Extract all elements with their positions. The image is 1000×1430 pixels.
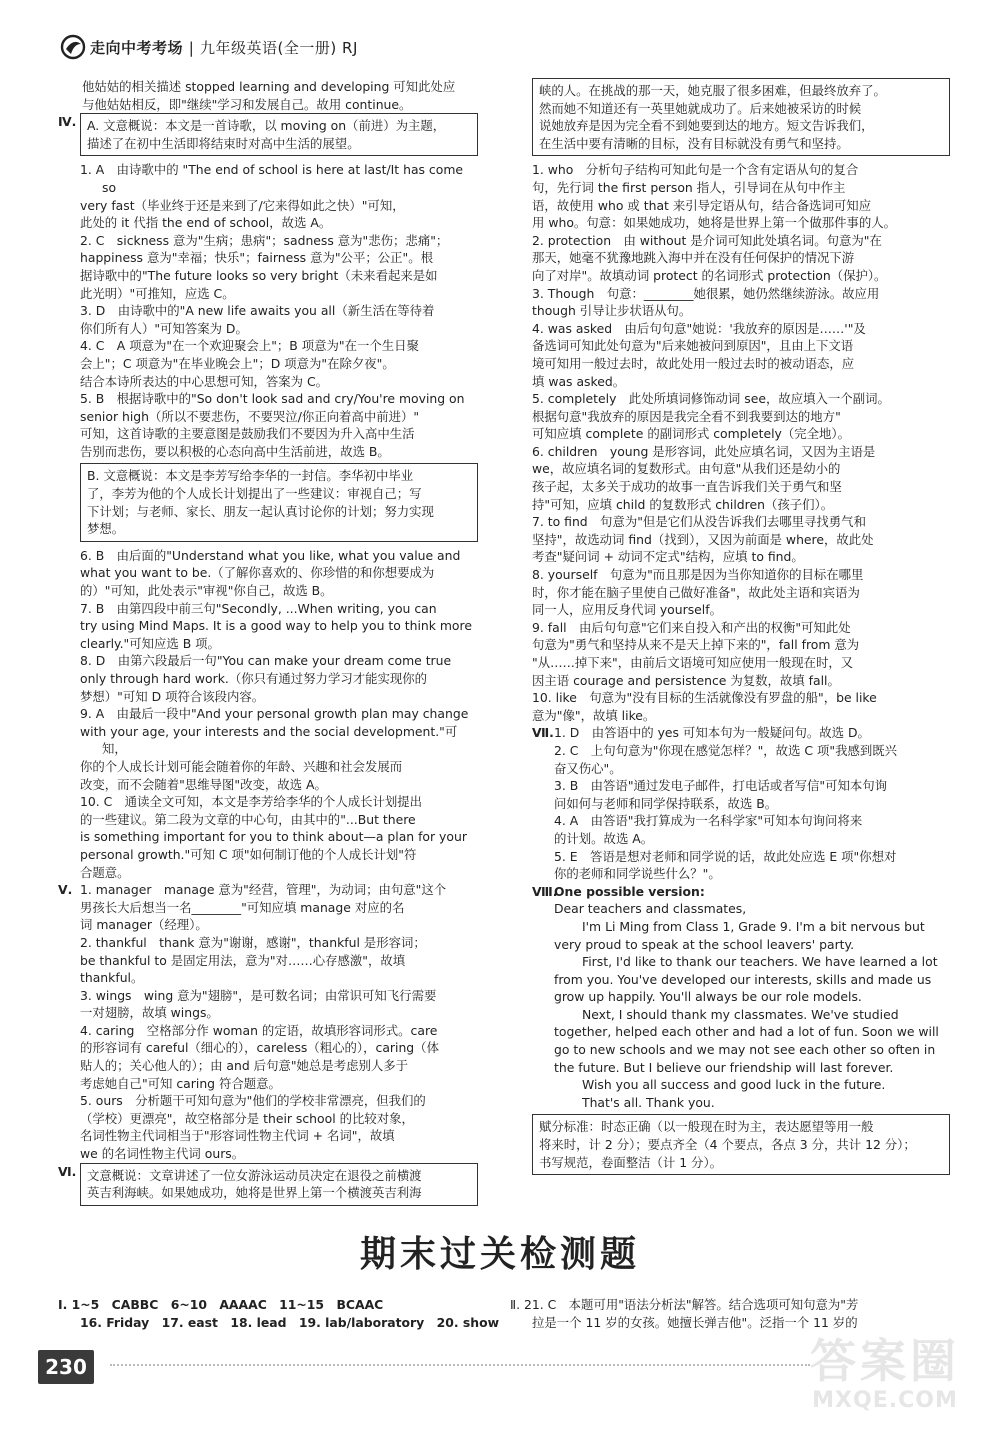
- answer-item: 7. to find 句意为"但是它们从没告诉我们去哪里寻找勇气和 坚持"，故选动词 find（找到），又因为前面是 where，故此处 考查"疑问词 + 动词不定式"结构，应填 to find。: [532, 514, 874, 565]
- section-8: [532, 883, 950, 1112]
- section-5-mark: Ⅴ.: [58, 882, 73, 898]
- answer-item: 2. C sickness 意为"生病；患病"；sadness 意为"悲伤；悲痛"； happiness 意为"幸福；快乐"；fairness 意为"公平；公正"。根 据诗歌中的"The future looks so very bright（未来看起来是如 此光明）"可推知，应选 C。: [80, 232, 449, 301]
- answer-item: 9. A 由最后一段中"And your personal growth plan may change with your age, your interests and the social development."可知， 你的个人成长计划可能会随着你的年龄、兴趣和社会发展而 改变，而不会随着"思维导图"改变，故选 A。: [80, 706, 469, 792]
- section-7-answers: [554, 724, 950, 882]
- answer-item: 10. C 通读全文可知，本文是李芳给李华的个人成长计划提出 的一些建议。第二段为文章的中心句，由其中的"...But there is something important for you to think about—a plan for your personal growth."可知 C 项"如何制订他的个人成长计划"符 合题意。: [80, 794, 467, 880]
- brand-logo-icon: [60, 34, 86, 60]
- watermark-text: 答案圈: [810, 1334, 960, 1388]
- answer-item: 4. caring 空格部分作 woman 的定语，故填形容词形式。care 的形容词有 careful（细心的），careless（粗心的），caring（体 贴人的；关心他人的）；由 and 后句意"她总是考虑别人多于 考虑她自己"可知 caring 符合题意。: [80, 1022, 439, 1091]
- page-number: 230: [38, 1350, 94, 1384]
- watermark-url: MXQE.COM: [812, 1388, 958, 1413]
- answer-item: 10. like 句意为"没有目标的生活就像没有罗盘的船"，be like 意为"像"，故填 like。: [532, 690, 877, 723]
- answer-item: 6. B 由后面的"Understand what you like, what you value and what you want to be.（了解你喜欢的、你珍惜的和你想要成为 的）"可知，此处表示"审视"你自己，故选 B。: [80, 547, 461, 599]
- answer-item: 7. B 由第四段中前三句"Secondly, ...When writing, you can try using Mind Maps. It is a good way to help you to think more clearly."可知应选 B 项。: [80, 600, 472, 651]
- answer-item: 3. Though 句意：________她很累，她仍然继续游泳。故应用 though 引导让步状语从句。: [532, 285, 880, 319]
- watermark: [810, 1334, 960, 1414]
- section-4a-answers: [58, 161, 478, 881]
- footer-divider: [110, 1364, 810, 1366]
- brand-name: 走向中考考场: [90, 39, 184, 57]
- answer-item: 5. E 答语是想对老师和同学说的话，故此处应选 E 项"你想对 你的老师和同学说些什么？"。: [554, 848, 897, 882]
- final-test-title: 期末过关检测题: [359, 1233, 640, 1275]
- answer-item: 3. B 由答语"通过发电子邮件，打电话或者写信"可知本句询 问如何与老师和同学保持联系，故选 B。: [554, 778, 888, 811]
- section-6-mark: Ⅵ.: [58, 1163, 77, 1179]
- section-6-summary-box-cont: 峡的人。在挑战的那一天，她克服了很多困难，但最终放弃了。 然而她不知道还有一英里她就成功了。后来她被采访的时候 说她放弃是因为完全看不到她要到达的地方。短文告诉我们， 在生活中要有清晰的目标，没有目标就没有勇气和坚持。: [532, 78, 950, 156]
- answer-item: 5. B 根据诗歌中的"So don't look sad and cry/You're moving on senior high（所以不要悲伤，不要哭泣/你正向着高中前进）" 可知，这首诗歌的主要意图是鼓励我们不要因为升入高中生活 告别而悲伤，要以积极的心态向高中生活前进，故选 B。: [80, 391, 465, 459]
- passage-a-summary-box: A. 文意概说：本文是一首诗歌，以 moving on（前进）为主题， 描述了在初中生活即将结束时对高中生活的展望。: [80, 113, 478, 156]
- answer-item: 3. wings wing 意为"翅膀"，是可数名词；由常识可知飞行需要 一对翅膀，故填 wings。: [80, 987, 437, 1021]
- answer-item: 5. ours 分析题干可知句意为"他们的学校非常漂亮，但我们的 （学校）更漂亮"，故空格部分是 their school 的比较对象， 名词性物主代词相当于"形容词性物主代词 + 名词"，故填 we 的名词性物主代词 ours。: [80, 1093, 426, 1162]
- left-column: [58, 78, 478, 1211]
- section-7: [532, 724, 950, 882]
- answer-item: 2. thankful thank 意为"谢谢，感谢"，thankful 是形容词； be thankful to 是固定用法，意为"对……心存感激"，故填 thankful。: [80, 934, 426, 986]
- section-8-content: [554, 883, 950, 1112]
- intro-text: 他姑姑的相关描述 stopped learning and developing 可知此处应 与他姑姑相反，即"继续"学习和发展自己。故用 continue。: [82, 79, 456, 112]
- sample-essay: Dear teachers and classmates, I'm Li Ming from Class 1, Grade 9. I'm a bit nervous but very proud to speak at the school leavers' party. First, I'd like to thank our teachers. We have learned a lot from you. You've developed our interests, skills and made us grow up happily. You'll always be our role models. Next, I should thank my classmates. We've studied together, helped each other and had a lot of fun. Soon we will go to new schools and we may not see each other so often in the future. But I believe our friendship will last forever. Wish you all success and good luck in the future. That's all. Thank you.: [554, 901, 939, 1110]
- answer-item: 2. C 上句句意为"你现在感觉怎样？"，故选 C 项"我感到既兴 奋又伤心"。: [554, 742, 898, 776]
- answer-item: 1. who 分析句子结构可知此句是一个含有定语从句的复合 句，先行词 the first person 指人，引导词在从句中作主 语，故使用 who 或 that 来引导定语从句，结合备选词可知应 用 who。句意：如果她成功，她将是世界上第一个做那件事的人。: [532, 162, 897, 231]
- section-5: [58, 881, 478, 1163]
- section-4-header: [58, 113, 478, 161]
- section-5-answers: [80, 881, 478, 1163]
- answer-item: 1. manager manage 意为"经营，管理"，为动词；由句意"这个 男孩长大后想当一名________"可知应填 manage 对应的名 词 manager（经理）。: [80, 882, 447, 933]
- answer-item: 1. A 由诗歌中的 "The end of school is here at last/It has come so very fast（毕业终于还是来到了/它来得如此之快）"可知， 此处的 it 代指 the end of school，故选 A。: [80, 162, 464, 231]
- final-test-answers-part2: Ⅱ. 21. C 本题可用"语法分析法"解答。结合选项可知句意为"芳 拉是一个 11 岁的女孩。她擅长弹吉他"。泛指一个 11 岁的: [510, 1297, 859, 1330]
- section-6: [58, 1163, 478, 1211]
- section-7-mark: Ⅶ.: [532, 725, 554, 741]
- scoring-standard-box: 赋分标准：时态正确（以一般现在时为主，表达愿望等用一般 将来时，计 2 分）；要点齐全（4 个要点，各点 3 分，共计 12 分）； 书写规范，卷面整洁（计 1 分）。: [532, 1114, 950, 1175]
- section-6-answers: [532, 161, 950, 724]
- final-test-answers-part1: Ⅰ. 1~5 CABBC 6~10 AAAAC 11~15 BCAAC 16. Friday 17. east 18. lead 19. lab/laboratory 20. show: [58, 1297, 500, 1330]
- book-subtitle: 九年级英语(全一册) RJ: [200, 39, 358, 57]
- answer-item: 1. D 由答语中的 yes 可知本句为一般疑问句。故选 D。: [554, 725, 870, 741]
- section-8-mark: Ⅷ.: [532, 883, 558, 899]
- section-6-summary-box: 文意概说：文章讲述了一位女游泳运动员决定在退役之前横渡 英吉利海峡。如果她成功，她将是世界上第一个横渡英吉利海: [80, 1163, 478, 1206]
- section-4-mark: Ⅳ.: [58, 114, 77, 130]
- answer-item: 5. completely 此处所填词修饰动词 see，故应填入一个副词。 根据句意"我放弃的原因是我完全看不到我要到达的地方" 可知应填 complete 的副词形式 completely（完全地）。: [532, 391, 890, 442]
- page-header: [60, 32, 960, 66]
- answer-item: 8. yourself 句意为"而且那是因为当你知道你的目标在哪里 时，你才能在脑子里使自己做好准备"，故此处主语和宾语为 同一人，应用反身代词 yourself。: [532, 567, 864, 618]
- answer-item: 3. D 由诗歌中的"A new life awaits you all（新生活在等待着 你们所有人）"可知答案为 D。: [80, 303, 435, 336]
- answer-item: 6. children young 是形容词，此处应填名词，又因为主语是 we，故应填名词的复数形式。由句意"从我们还是幼小的 孩子起，太多关于成功的故事一直告诉我们关于勇气和坚 持"可知，应填 child 的复数形式 children（孩子们）。: [532, 443, 876, 512]
- header-title: 走向中考考场 | 九年级英语(全一册) RJ: [90, 39, 358, 57]
- right-column: [532, 78, 950, 1180]
- answer-item: 4. was asked 由后句句意"她说：'我放弃的原因是……'"及 备选词可知此处句意为"后来她被问到原因"，且由上下文语 境可知用一般过去时，故此处用一般过去时的被动语态，应 填 was asked。: [532, 320, 866, 389]
- answer-item: 4. A 由答语"我打算成为一名科学家"可知本句询问将来 的计划。故选 A。: [554, 813, 863, 846]
- passage-b-summary-box: B. 文意概说：本文是李芳写给李华的一封信。李华初中毕业 了，李芳为他的个人成长计划提出了一些建议：审视自己；写 下计划；与老师、家长、朋友一起认真讨论你的计划；努力实现 梦想。: [80, 463, 478, 541]
- answer-item: 2. protection 由 without 是介词可知此处填名词。句意为"在 那天，她毫不犹豫地跳入海中并在没有任何保护的情况下游 向了对岸"。故填动词 protect 的名词形式 protection（保护）。: [532, 232, 887, 283]
- answer-item: 4. C A 项意为"在一个欢迎聚会上"；B 项意为"在一个生日聚 会上"；C 项意为"在毕业晚会上"；D 项意为"在除夕夜"。 结合本诗所表达的中心思想可知，答案为 C。: [80, 338, 419, 389]
- essay-heading: One possible version:: [554, 883, 705, 899]
- answer-item: 8. D 由第六段最后一句"You can make your dream come true only through hard work.（你只有通过努力学习才能实现你的 梦想）"可知 D 项符合该段内容。: [80, 653, 452, 704]
- answer-item: 9. fall 由后句句意"它们来自投入和产出的权衡"可知此处 句意为"勇气和坚持从来不是天上掉下来的"，fall from 意为 "从……掉下来"，由前后文语境可知应使用一般现在时，又 因主语 courage and persistence 为复数，故填 fall。: [532, 619, 860, 688]
